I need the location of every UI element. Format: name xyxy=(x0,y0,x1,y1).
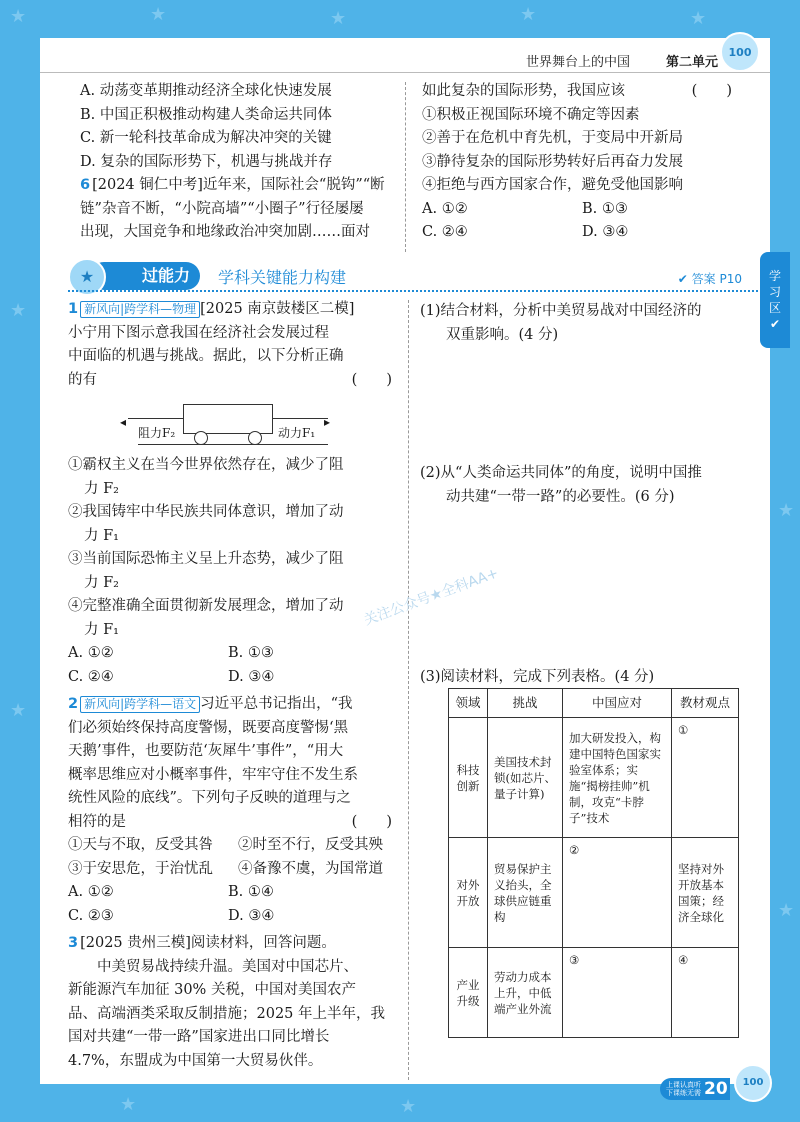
driving-force-label: 动力F₁ xyxy=(278,426,316,440)
star-decoration: ★ xyxy=(778,900,795,921)
answer-page: 答案 P10 xyxy=(691,272,742,286)
option-d: D. ③④ xyxy=(582,224,629,240)
answer-blank[interactable]: ( ) xyxy=(691,83,732,99)
answer-cell[interactable]: ④ xyxy=(672,948,739,1038)
q5-options-block xyxy=(80,80,420,245)
answer-cell[interactable]: ③ xyxy=(563,948,672,1038)
table-header: 教材观点 xyxy=(672,689,739,718)
statement-item: ②我国铸牢中华民族共同体意识，增加了动 xyxy=(68,504,344,520)
option-b: B. ①③ xyxy=(582,200,628,217)
question-tag: 新风向|跨学科—语文 xyxy=(80,696,200,713)
left-column xyxy=(68,298,402,1073)
table-header: 领域 xyxy=(449,689,488,718)
table-cell: 劳动力成本上升，中低端产业外流 xyxy=(488,948,563,1038)
star-decoration: ★ xyxy=(778,500,795,521)
option-a: A. ①② xyxy=(68,884,114,900)
watermark: 关注公众号★全科AA+ xyxy=(361,565,501,629)
option-a: A. ①② xyxy=(422,200,468,217)
option-c: C. ②④ xyxy=(68,668,114,685)
option-b: B. 中国正积极推动构建人类命运共同体 xyxy=(80,106,332,123)
option-c: C. ②③ xyxy=(68,907,114,924)
table-row xyxy=(449,948,739,1038)
star-decoration: ★ xyxy=(150,4,167,25)
question-text: 们必须始终保持高度警惕，既要高度警惕‘黑 xyxy=(68,719,349,736)
question-text: 习近平总书记指出，“我 xyxy=(200,696,353,712)
question-text: 中面临的机遇与挑战。据此，以下分析正确 xyxy=(68,348,344,364)
footer-slogan xyxy=(666,1081,701,1097)
q3-subquestion-3 xyxy=(420,666,750,690)
table-row xyxy=(449,838,739,948)
statement-item: ④完整准确全面贯彻新发展理念，增加了动 xyxy=(68,598,344,614)
option-b: B. ①④ xyxy=(228,884,274,900)
question-text: 近年来，国际社会“脱钩”“断 xyxy=(202,177,385,193)
question-number: 6 xyxy=(80,177,91,193)
arrowhead-right: ▸ xyxy=(324,415,331,429)
star-decoration: ★ xyxy=(10,300,27,321)
option-d: D. ③④ xyxy=(228,907,275,924)
answer-blank[interactable]: ( ) xyxy=(351,813,392,830)
table-cell: 坚持对外开放基本国策；经济全球化 xyxy=(672,838,739,948)
statement-item: ③于安思危，于治忧乱 xyxy=(68,860,213,877)
statement-item: ①天与不取，反受其咎 xyxy=(68,837,213,853)
table-cell: 对外开放 xyxy=(449,838,488,948)
answer-cell[interactable]: ② xyxy=(563,838,672,948)
cart-wheel xyxy=(248,431,262,445)
cart-wheel xyxy=(194,431,208,445)
star-decoration: ★ xyxy=(400,1096,417,1117)
statement-item: ③静待复杂的国际形势转好后再奋力发展 xyxy=(422,153,683,170)
subquestion-1: (1)结合材料，分析中美贸易战对中国经济的 xyxy=(420,303,702,319)
cart-body xyxy=(183,404,273,434)
table-cell: 贸易保护主义抬头，全球供应链重构 xyxy=(488,838,563,948)
side-tab-study-zone[interactable] xyxy=(760,252,790,348)
table-header: 挑战 xyxy=(488,689,563,718)
question-text: 统性风险的底线”。下列句子反映的道理与之 xyxy=(68,790,351,806)
question-text: 如此复杂的国际形势，我国应该 xyxy=(422,83,625,99)
statement-item: ②时至不行，反受其殃 xyxy=(238,837,383,853)
star-decoration: ★ xyxy=(520,4,537,25)
option-a: A. 动荡变革期推动经济全球化快速发展 xyxy=(80,83,332,99)
material-text: 国对共建“一带一路”国家进出口同比增长 xyxy=(68,1029,330,1045)
question-source: [2024 铜仁中考] xyxy=(92,177,203,193)
table-header: 中国应对 xyxy=(563,689,672,718)
section-title: 过能力 xyxy=(90,262,200,290)
column-divider xyxy=(408,300,409,1080)
answer-table xyxy=(448,688,739,1038)
mascot-icon: 100 xyxy=(734,1064,772,1102)
statement-item: ④备豫不虞，为国常道 xyxy=(238,860,383,877)
statement-item: ①积极正视国际环境不确定等因素 xyxy=(422,106,640,123)
statement-item: ③当前国际恐怖主义呈上升态势，减少了阻 xyxy=(68,551,344,567)
answer-reference[interactable]: ✔ 答案 P10 xyxy=(677,272,742,286)
question-text: 小宁用下图示意我国在经济社会发展过程 xyxy=(68,324,329,341)
statement-item: ④拒绝与西方国家合作，避免受他国影响 xyxy=(422,177,683,193)
section-subtitle: 学科关键能力构建 xyxy=(218,268,347,287)
question-source: [2025 南京鼓楼区二模] xyxy=(200,301,355,317)
question-source: [2025 贵州三模] xyxy=(80,935,191,951)
section-underline xyxy=(68,290,758,292)
subquestion-2: (2)从“人类命运共同体”的角度，说明中国推 xyxy=(420,465,702,481)
question-number: 2 xyxy=(68,696,79,712)
question-text: 相符的是 xyxy=(68,813,126,830)
star-decoration: ★ xyxy=(120,1094,137,1115)
page-footer xyxy=(660,1078,730,1100)
star-decoration: ★ xyxy=(330,8,347,29)
option-d: D. ③④ xyxy=(228,668,275,685)
option-c: C. 新一轮科技革命成为解决冲突的关键 xyxy=(80,130,332,146)
question-number: 3 xyxy=(68,935,79,951)
star-decoration: ★ xyxy=(690,8,707,29)
option-d: D. 复杂的国际形势下，机遇与挑战并存 xyxy=(80,153,333,170)
star-decoration: ★ xyxy=(10,6,27,27)
header-divider xyxy=(40,72,770,73)
arrowhead-left: ◂ xyxy=(120,415,127,429)
table-cell: 产业升级 xyxy=(449,948,488,1038)
statement-item-cont: 力 F₁ xyxy=(84,621,119,638)
option-c: C. ②④ xyxy=(422,224,468,240)
statement-item-cont: 力 F₂ xyxy=(84,480,119,497)
material-text: 品、高端酒类采取反制措施；2025 年上半年，我 xyxy=(68,1005,386,1022)
question-tag: 新风向|跨学科—物理 xyxy=(80,301,200,318)
page-header xyxy=(40,38,770,70)
resistance-label: 阻力F₂ xyxy=(138,426,176,440)
section-banner xyxy=(68,262,758,292)
footer-slogan-line: 下课练无需 xyxy=(666,1089,701,1097)
statement-item-cont: 力 F₂ xyxy=(84,574,119,591)
table-cell: 加大研发投入，构建中国特色国家实验室体系；实施“揭榜挂帅”机制，攻克“卡脖子”技术 xyxy=(563,718,672,838)
statement-item: ②善于在危机中育先机，于变局中开新局 xyxy=(422,130,683,146)
question-text: 的有 xyxy=(68,371,97,388)
page-number: 20 xyxy=(704,1079,728,1099)
q6-continuation xyxy=(422,80,742,245)
footer-slogan-line: 上课认真听 xyxy=(666,1081,701,1089)
option-a: A. ①② xyxy=(68,645,114,661)
column-divider xyxy=(405,82,406,252)
question-text: 链”杂音不断，“小院高墙”“小圈子”行径屡屡 xyxy=(80,200,364,217)
check-icon: ✔ xyxy=(769,317,781,331)
answer-blank[interactable]: ( ) xyxy=(351,371,392,388)
mascot-icon: 100 xyxy=(720,32,760,72)
question-text: 概率思维应对小概率事件，牢牢守住不发生系 xyxy=(68,766,358,783)
material-text: 4.7%，东盟成为中国第一大贸易伙伴。 xyxy=(68,1052,323,1069)
material-text: 新能源汽车加征 30% 关税，中国对美国农产 xyxy=(68,982,356,998)
star-decoration: ★ xyxy=(10,700,27,721)
q3-subquestion-2 xyxy=(420,462,750,509)
star-mascot-icon: ★ xyxy=(68,258,106,296)
table-cell: 科技创新 xyxy=(449,718,488,838)
subquestion-3: (3)阅读材料，完成下列表格。(4 分) xyxy=(420,669,655,685)
subquestion-1-cont: 双重影响。(4 分) xyxy=(446,326,559,343)
question-number: 1 xyxy=(68,301,79,317)
question-text: 阅读材料，回答问题。 xyxy=(190,935,336,951)
book-title: 世界舞台上的中国 xyxy=(525,55,630,70)
question-text: 出现，大国竞争和地缘政治冲突加剧……面对 xyxy=(80,224,370,240)
q3-subquestions xyxy=(420,300,750,347)
force-diagram xyxy=(68,398,402,450)
option-b: B. ①③ xyxy=(228,645,274,661)
side-tab-label: 学习区 xyxy=(768,269,781,315)
subquestion-2-cont: 动共建“一带一路”的必要性。(6 分) xyxy=(446,488,675,505)
answer-cell[interactable]: ① xyxy=(672,718,739,838)
table-cell: 美国技术封锁(如芯片、量子计算) xyxy=(488,718,563,838)
statement-item-cont: 力 F₁ xyxy=(84,527,119,544)
question-text: 天鹅’事件，也要防范‘灰犀牛’事件”，“用大 xyxy=(68,743,344,759)
statement-item: ①霸权主义在当今世界依然存在，减少了阻 xyxy=(68,457,344,473)
unit-label: 第二单元 xyxy=(665,55,718,70)
material-text: 中美贸易战持续升温。美国对中国芯片、 xyxy=(97,958,358,975)
table-row xyxy=(449,718,739,838)
